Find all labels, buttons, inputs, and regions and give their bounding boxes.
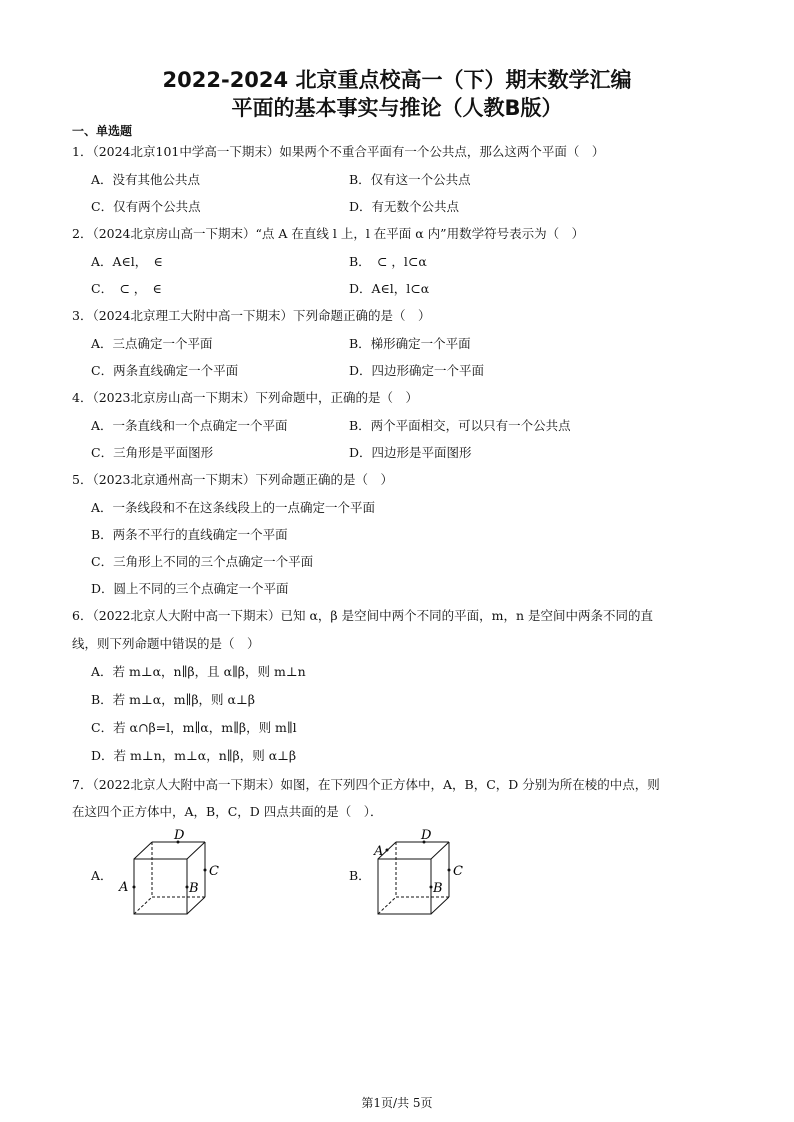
question-3-option-b: B．梯形确定一个平面 (349, 336, 471, 351)
question-2-option-b: B． ⊂ ，l⊂α (349, 254, 427, 269)
cube-figure-b (366, 828, 476, 920)
question-6-stem-line-1: 6．（2022北京人大附中高一下期末）已知 α，β 是空间中两个不同的平面，m，n 是空间中两条不同的直 (72, 608, 654, 623)
question-4-option-c: C．三角形是平面图形 (91, 445, 214, 460)
question-3-option-a: A．三点确定一个平面 (91, 336, 213, 351)
question-1-option-a: A．没有其他公共点 (91, 172, 201, 187)
question-3-stem: 3．（2024北京理工大附中高一下期末）下列命题正确的是（ ） (72, 308, 431, 323)
question-5-option-c: C．三角形上不同的三个点确定一个平面 (91, 554, 314, 569)
cube-a-label-c: C (209, 864, 219, 879)
question-2-option-d: D．A∈l，l⊂α (349, 281, 430, 296)
question-4-option-a: A．一条直线和一个点确定一个平面 (91, 418, 288, 433)
question-1-option-b: B．仅有这一个公共点 (349, 172, 471, 187)
question-3-option-c: C．两条直线确定一个平面 (91, 363, 239, 378)
cube-b-label-a: A (374, 844, 384, 859)
question-5-option-a: A．一条线段和不在这条线段上的一点确定一个平面 (91, 500, 376, 515)
question-7-option-a: A． (91, 868, 113, 883)
cube-a-label-a: A (119, 880, 129, 895)
cube-b-label-b: B (433, 881, 443, 896)
question-2-option-a: A．A∈l， ∈ (91, 254, 163, 269)
question-1-option-c: C．仅有两个公共点 (91, 199, 201, 214)
cube-a-label-d: D (174, 828, 185, 843)
question-4-stem: 4．（2023北京房山高一下期末）下列命题中，正确的是（ ） (72, 390, 419, 405)
question-1-stem: 1．（2024北京101中学高一下期末）如果两个不重合平面有一个公共点，那么这两个平面（ ） (72, 144, 605, 159)
question-5-option-b: B．两条不平行的直线确定一个平面 (91, 527, 288, 542)
page-footer: 第1页/共 5页 (361, 1096, 433, 1110)
question-7-stem-line-1: 7．（2022北京人大附中高一下期末）如图，在下列四个正方体中，A，B，C，D 分别为所在棱的中点，则 (72, 777, 660, 792)
question-7-stem-line-2: 在这四个正方体中，A，B，C，D 四点共面的是（ ）． (72, 804, 383, 819)
section-heading: 一、单选题 (72, 124, 133, 138)
cube-b-label-d: D (421, 828, 432, 843)
question-6-option-c: C．若 α∩β=l，m∥α，m∥β，则 m∥l (91, 720, 297, 735)
title-line-2: 平面的基本事实与推论（人教B版） (231, 96, 563, 120)
question-2-stem: 2．（2024北京房山高一下期末）“点 A 在直线 l 上，l 在平面 α 内”用数学符号表示为（ ） (72, 226, 585, 241)
question-6-stem-line-2: 线，则下列命题中错误的是（ ） (72, 636, 260, 651)
question-6-option-d: D．若 m⊥n，m⊥α，n∥β，则 α⊥β (91, 748, 297, 763)
question-1-option-d: D．有无数个公共点 (349, 199, 460, 214)
question-4-option-b: B．两个平面相交，可以只有一个公共点 (349, 418, 571, 433)
question-6-option-b: B．若 m⊥α，m∥β，则 α⊥β (91, 692, 255, 707)
cube-b-label-c: C (453, 864, 463, 879)
question-4-option-d: D．四边形是平面图形 (349, 445, 472, 460)
title-line-1: 2022-2024 北京重点校高一（下）期末数学汇编 (162, 68, 632, 92)
question-5-option-d: D．圆上不同的三个点确定一个平面 (91, 581, 289, 596)
question-5-stem: 5．（2023北京通州高一下期末）下列命题正确的是（ ） (72, 472, 394, 487)
question-3-option-d: D．四边形确定一个平面 (349, 363, 485, 378)
question-6-option-a: A．若 m⊥α，n∥β，且 α∥β，则 m⊥n (91, 664, 306, 679)
question-2-option-c: C． ⊂ ， ∈ (91, 281, 162, 296)
cube-a-label-b: B (189, 881, 199, 896)
question-7-option-b: B． (349, 868, 371, 883)
cube-figure-a (112, 828, 222, 920)
